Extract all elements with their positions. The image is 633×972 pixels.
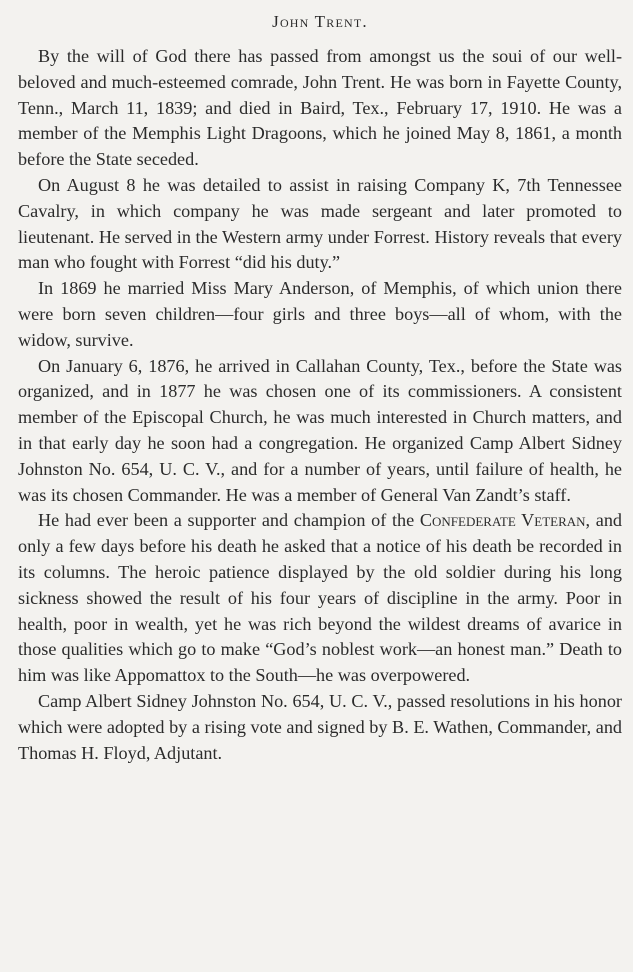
paragraph-family: In 1869 he married Miss Mary Anderson, of Memphis, of which union there were born seven children—four girls and three boys—all of whom, with the widow, survive.: [18, 278, 622, 350]
veteran-title: Confederate Veteran: [419, 510, 586, 531]
paragraph-resolutions: Camp Albert Sidney Johnston No. 654, U. C. V., passed resolutions in his honor which were adopted by a rising vote and signed by B. E. Wathen, Commander, and Thomas H. Floyd, Adjutant.: [18, 690, 622, 763]
paragraph-veteran-before: He had ever been a supporter and champion of the: [38, 510, 420, 531]
paragraph-service: On August 8 he was detailed to assist in raising Company K, 7th Tennessee Cavalry, in which company he was made sergeant and later promoted to lieutenant. He served in the Western army under Forrest. History reveals that every man who fought with Forrest “did his duty.”: [18, 174, 622, 273]
paragraph-veteran: [18, 508, 622, 689]
paragraph-veteran-after: , and only a few days before his death he asked that a notice of his death be recorded in its columns. The heroic patience displayed by the old soldier during his long sickness showed the result of his four years of discipline in the army. Poor in health, poor in wealth, yet he was rich beyond the wildest dreams of avarice in those qualities which go to make “God’s noblest work—an honest man.” Death to him was like Appomattox to the South—he was overpowered.: [18, 510, 623, 686]
paragraph-texas: On January 6, 1876, he arrived in Callahan County, Tex., before the State was organized, and in 1877 he was chosen one of its commissioners. A consistent member of the Episcopal Church, he was much interested in Church matters, and in that early day he soon had a congregation. He organized Camp Albert Sidney Johnston No. 654, U. C. V., and for a number of years, until failure of health, he was its chosen Commander. He was a member of General Van Zandt’s staff.: [18, 355, 622, 505]
paragraph-birth: By the will of God there has passed from amongst us the soui of our well-beloved and much-esteemed comrade, John Trent. He was born in Fayette County, Tenn., March 11, 1839; and died in Baird, Tex., February 17, 1910. He was a member of the Memphis Light Dragoons, which he joined May 8, 1861, a month before the State seceded.: [18, 46, 622, 170]
article-title: John Trent.: [272, 12, 368, 31]
